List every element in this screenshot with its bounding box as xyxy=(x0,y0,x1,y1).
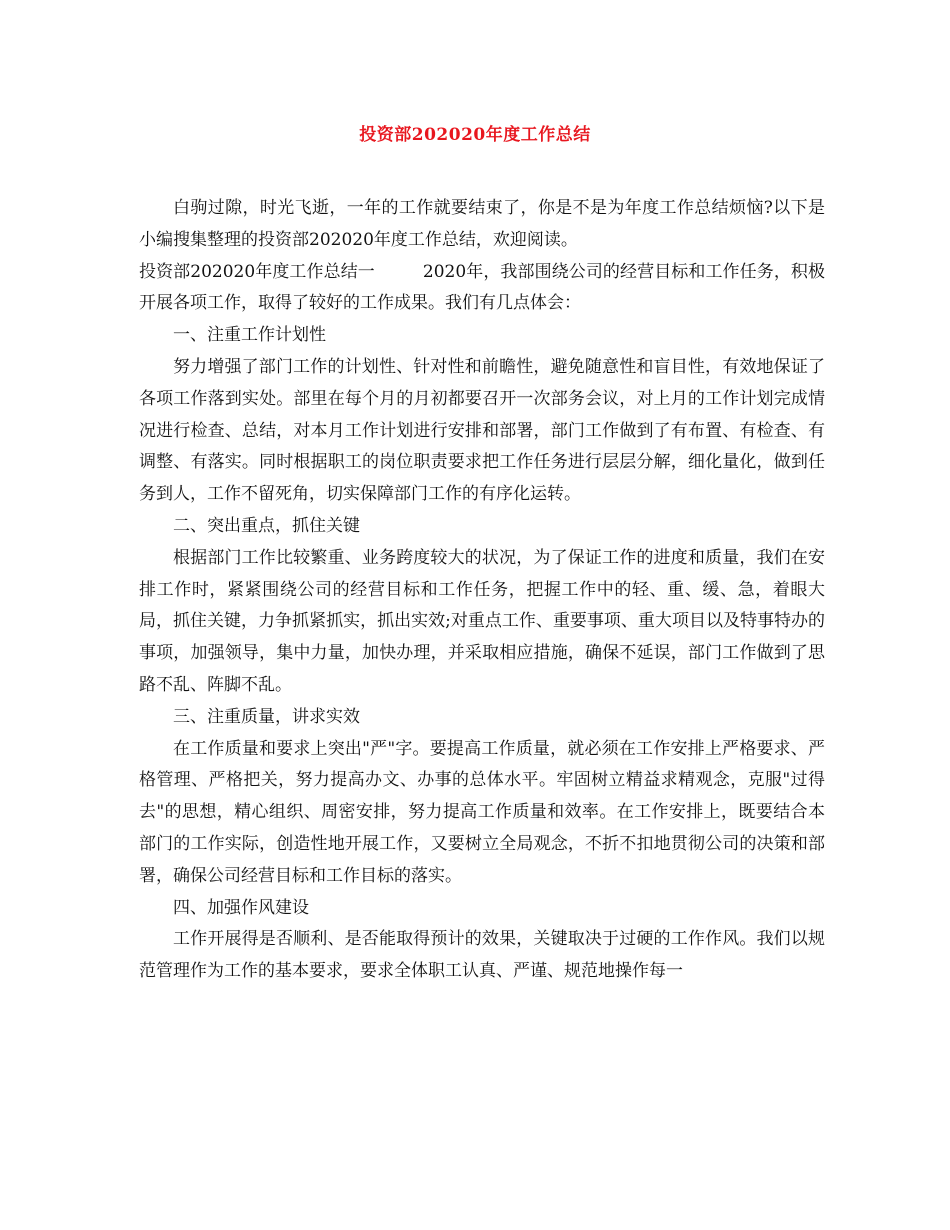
summary-one-text: 2020年，我部围绕公司的经营目标和工作任务，积极开展各项工作，取得了较好的工作成果。我们有几点体会： xyxy=(139,261,825,314)
section-heading-planning: 一、注重工作计划性 xyxy=(173,325,326,346)
paragraph-style: 工作开展得是否顺利、是否能取得预计的效果，关键取决于过硬的工作作风。我们以规范管理作为工作的基本要求，要求全体职工认真、严谨、规范地操作每一 xyxy=(139,929,825,982)
paragraph-quality: 在工作质量和要求上突出"严"字。要提高工作质量，就必须在工作安排上严格要求、严格管理、严格把关，努力提高办文、办事的总体水平。牢固树立精益求精观念，克服"过得去"的思想，精心组织、周密安排，努力提高工作质量和效率。在工作安排上，既要结合本部门的工作实际，创造性地开展工作，又要树立全局观念，不折不扣地贯彻公司的决策和部署，确保公司经营目标和工作目标的落实。 xyxy=(139,738,825,886)
section-heading-focus: 二、突出重点，抓住关键 xyxy=(173,515,360,536)
document-body xyxy=(139,193,825,988)
summary-one-heading: 投资部202020年度工作总结一 xyxy=(139,261,375,282)
paragraph-planning: 努力增强了部门工作的计划性、针对性和前瞻性，避免随意性和盲目性，有效地保证了各项工作落到实处。部里在每个月的月初都要召开一次部务会议，对上月的工作计划完成情况进行检查、总结，对本月工作计划进行安排和部署，部门工作做到了有布置、有检查、有调整、有落实。同时根据职工的岗位职责要求把工作任务进行层层分解，细化量化，做到任务到人，工作不留死角，切实保障部门工作的有序化运转。 xyxy=(139,356,825,505)
paragraph-intro: 白驹过隙，时光飞逝，一年的工作就要结束了，你是不是为年度工作总结烦恼?以下是小编搜集整理的投资部202020年度工作总结，欢迎阅读。 xyxy=(139,198,825,250)
section-heading-quality: 三、注重质量，讲求实效 xyxy=(173,706,360,727)
document-title: 投资部202020年度工作总结 xyxy=(359,125,591,145)
paragraph-summary-one xyxy=(139,257,825,321)
paragraph-focus: 根据部门工作比较繁重、业务跨度较大的状况，为了保证工作的进度和质量，我们在安排工作时，紧紧围绕公司的经营目标和工作任务，把握工作中的轻、重、缓、急，着眼大局，抓住关键，力争抓紧抓实，抓出实效;对重点工作、重要事项、重大项目以及特事特办的事项，加强领导，集中力量，加快办理，并采取相应措施，确保不延误，部门工作做到了思路不乱、阵脚不乱。 xyxy=(139,547,825,695)
section-heading-style: 四、加强作风建设 xyxy=(173,897,309,918)
